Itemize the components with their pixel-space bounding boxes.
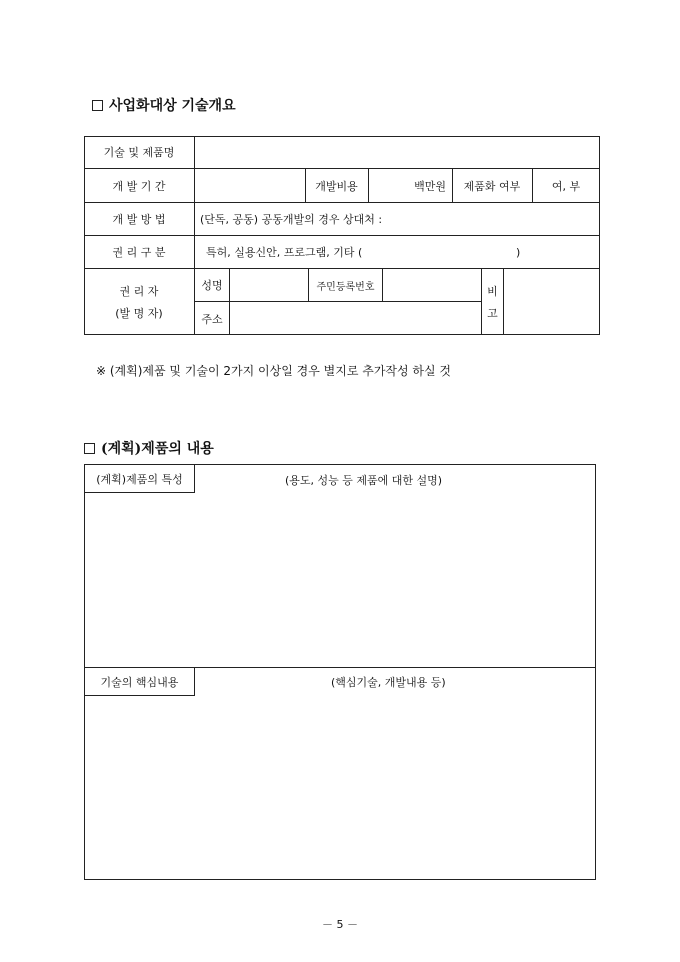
- page-number: － 5 －: [322, 918, 358, 931]
- address-label: 주소: [201, 312, 223, 326]
- name-label: 성명: [201, 279, 223, 292]
- remark-label-line1: 비: [487, 285, 498, 298]
- checkbox-square-icon: [92, 100, 103, 111]
- name-field[interactable]: [230, 269, 308, 301]
- core-tech-tab: 기술의 핵심내용: [85, 668, 195, 696]
- dev-period-label: 개 발 기 간: [112, 179, 166, 193]
- dev-method-label: 개 발 방 법: [112, 213, 166, 226]
- product-features-tab: (계획)제품의 특성: [85, 465, 195, 493]
- tech-overview-table: [84, 136, 600, 335]
- rights-type-label: 권 리 구 분: [112, 246, 166, 259]
- rights-type-close: ): [516, 245, 521, 259]
- tech-name-label: 기술 및 제품명: [103, 146, 175, 159]
- section-1-heading: 사업화대상 기술개요: [92, 95, 236, 115]
- dev-cost-label: 개발비용: [315, 179, 358, 193]
- commercialization-choice[interactable]: 여, 부: [551, 179, 581, 193]
- remark-field[interactable]: [504, 269, 599, 335]
- dev-period-field[interactable]: [196, 169, 304, 202]
- address-field[interactable]: [230, 302, 481, 335]
- commercialization-label: 제품화 여부: [463, 179, 521, 193]
- additional-note: ※ (계획)제품 및 기술이 2가지 이상일 경우 별지로 추가작성 하실 것: [96, 364, 451, 378]
- remark-label-line2: 고: [487, 307, 498, 320]
- product-content-box: [84, 464, 596, 880]
- core-tech-hint: (핵심기술, 개발내용 등): [331, 676, 446, 689]
- product-features-field[interactable]: [89, 497, 591, 663]
- checkbox-square-icon: [84, 443, 95, 454]
- rights-holder-label-line1: 권 리 자: [119, 285, 159, 298]
- section-2-heading: (계획)제품의 내용: [84, 438, 214, 458]
- rights-holder-label: [84, 269, 194, 335]
- id-number-label: 주민등록번호: [316, 281, 375, 293]
- product-features-hint: (용도, 성능 등 제품에 대한 설명): [285, 474, 443, 487]
- remark-label: [482, 269, 503, 335]
- tech-name-field[interactable]: [196, 136, 598, 168]
- core-tech-field[interactable]: [89, 701, 591, 875]
- id-number-field[interactable]: [383, 269, 481, 301]
- dev-method-field[interactable]: (단독, 공동) 공동개발의 경우 상대처 :: [200, 213, 383, 226]
- dev-cost-field[interactable]: 백만원: [414, 179, 446, 193]
- rights-type-field[interactable]: 특허, 실용신안, 프로그램, 기타 (: [206, 246, 363, 259]
- rights-holder-label-line2: (발 명 자): [115, 307, 163, 320]
